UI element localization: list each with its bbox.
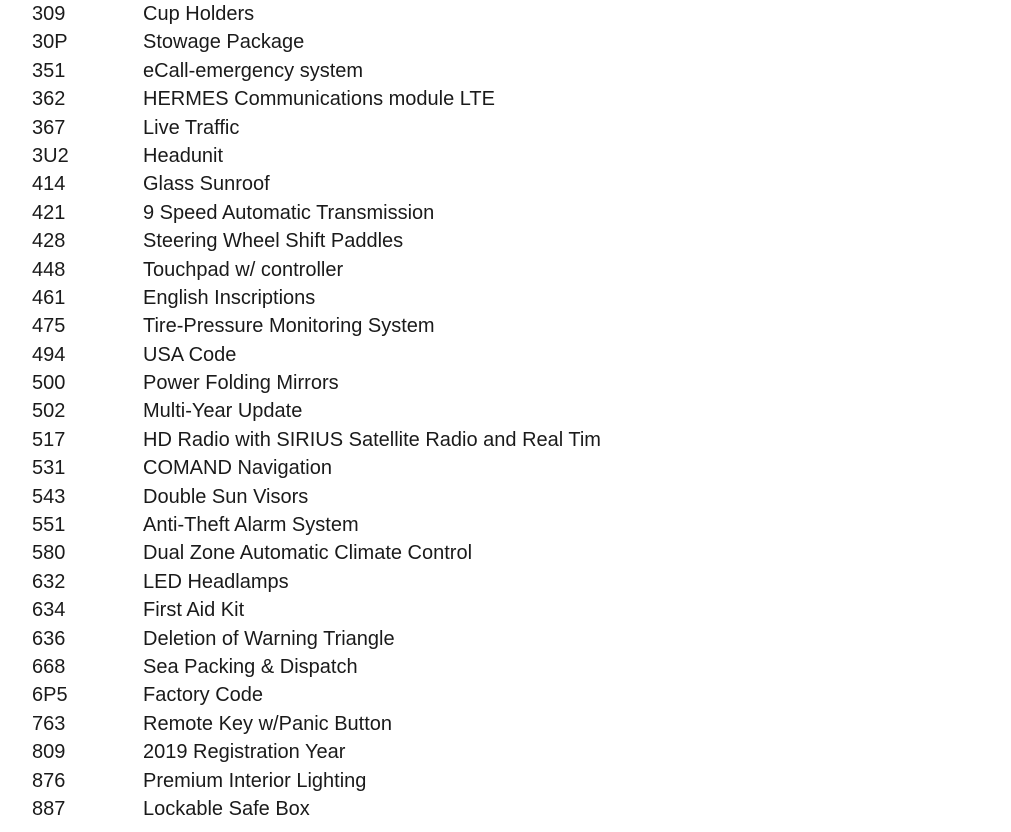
option-description: Live Traffic (143, 116, 240, 139)
option-row (0, 57, 1011, 85)
option-code: 763 (32, 712, 66, 735)
option-code: 887 (32, 797, 66, 820)
option-row (0, 312, 1011, 340)
option-description: Deletion of Warning Triangle (143, 627, 395, 650)
option-row (0, 483, 1011, 511)
option-row (0, 85, 1011, 113)
option-code: 30P (32, 31, 68, 54)
option-description: Headunit (143, 144, 224, 167)
option-row (0, 114, 1011, 142)
option-description: Steering Wheel Shift Paddles (143, 230, 404, 253)
option-code: 428 (32, 230, 66, 253)
option-row (0, 199, 1011, 227)
option-row (0, 369, 1011, 397)
option-row (0, 653, 1011, 681)
option-row (0, 397, 1011, 425)
option-description: Anti-Theft Alarm System (143, 514, 359, 537)
option-code: 309 (32, 3, 66, 25)
option-code: 475 (32, 315, 66, 338)
option-description: 9 Speed Automatic Transmission (143, 201, 435, 224)
option-code: 367 (32, 116, 66, 139)
option-description: Remote Key w/Panic Button (143, 712, 393, 735)
option-row (0, 0, 1011, 28)
option-code: 414 (32, 173, 66, 196)
option-description: Premium Interior Lighting (143, 769, 367, 792)
option-row (0, 284, 1011, 312)
option-code: 668 (32, 655, 66, 678)
option-description: Factory Code (143, 684, 264, 707)
option-description: Cup Holders (143, 3, 255, 25)
option-code: 551 (32, 514, 66, 537)
option-row (0, 767, 1011, 795)
option-code: 809 (32, 741, 66, 764)
option-description: USA Code (143, 343, 237, 366)
option-code: 351 (32, 59, 66, 82)
option-row (0, 256, 1011, 284)
option-code: 6P5 (32, 684, 68, 707)
option-description: Touchpad w/ controller (143, 258, 344, 281)
option-description: English Inscriptions (143, 286, 316, 309)
option-row (0, 681, 1011, 709)
option-row (0, 539, 1011, 567)
option-row (0, 710, 1011, 738)
option-row (0, 341, 1011, 369)
option-description: eCall-emergency system (143, 59, 364, 82)
option-description: HD Radio with SIRIUS Satellite Radio and Real Tim (143, 428, 601, 451)
option-code: 517 (32, 428, 66, 451)
option-description: Multi-Year Update (143, 400, 303, 423)
option-description: Tire-Pressure Monitoring System (143, 315, 435, 338)
option-code: 502 (32, 400, 66, 423)
option-description: 2019 Registration Year (143, 741, 346, 764)
option-row (0, 28, 1011, 56)
option-code: 531 (32, 457, 66, 480)
option-code: 876 (32, 769, 66, 792)
option-code: 362 (32, 88, 66, 111)
option-row (0, 170, 1011, 198)
option-row (0, 227, 1011, 255)
option-description: First Aid Kit (143, 599, 245, 622)
option-code: 580 (32, 542, 66, 565)
option-code: 543 (32, 485, 66, 508)
option-description: Glass Sunroof (143, 173, 270, 196)
option-code: 3U2 (32, 144, 69, 167)
option-code: 494 (32, 343, 66, 366)
option-row (0, 426, 1011, 454)
option-row (0, 625, 1011, 653)
option-description: Double Sun Visors (143, 485, 309, 508)
option-description: LED Headlamps (143, 570, 289, 593)
option-code: 636 (32, 627, 66, 650)
option-description: Sea Packing & Dispatch (143, 655, 358, 678)
option-row (0, 596, 1011, 624)
option-code: 421 (32, 201, 66, 224)
option-code: 448 (32, 258, 66, 281)
option-code: 461 (32, 286, 66, 309)
option-code: 632 (32, 570, 66, 593)
option-row (0, 511, 1011, 539)
option-description: Power Folding Mirrors (143, 372, 339, 395)
option-row (0, 738, 1011, 766)
option-row (0, 142, 1011, 170)
option-description: Lockable Safe Box (143, 797, 310, 820)
option-description: Stowage Package (143, 31, 305, 54)
option-description: COMAND Navigation (143, 457, 332, 480)
option-row (0, 454, 1011, 482)
option-description: Dual Zone Automatic Climate Control (143, 542, 473, 565)
option-code: 634 (32, 599, 66, 622)
option-description: HERMES Communications module LTE (143, 88, 495, 111)
option-code: 500 (32, 372, 66, 395)
option-row (0, 795, 1011, 823)
option-row (0, 568, 1011, 596)
